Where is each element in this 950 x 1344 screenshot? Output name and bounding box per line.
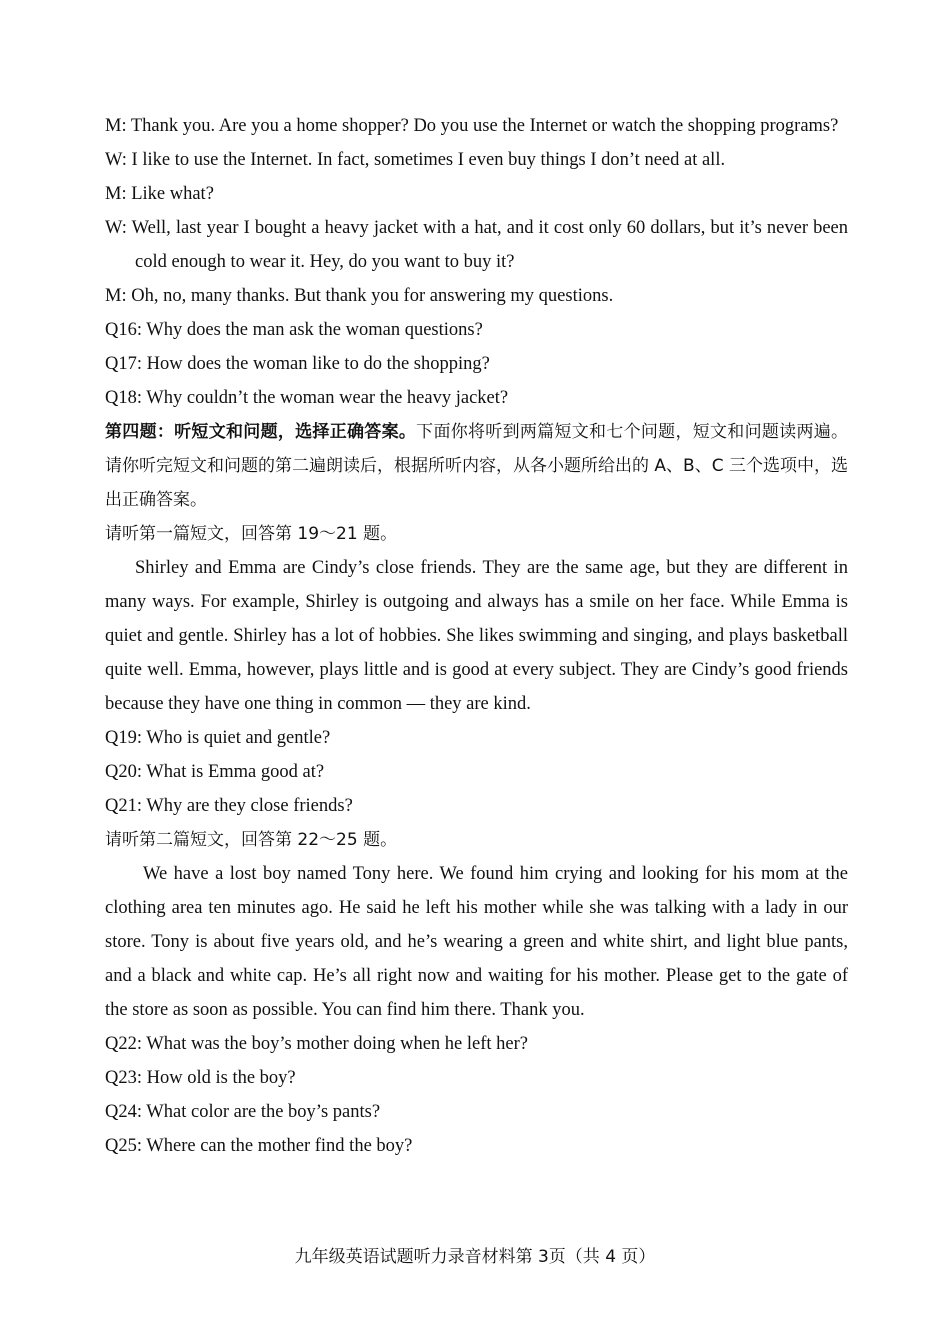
section-four-instructions	[105, 415, 848, 517]
question-line: Q25: Where can the mother find the boy?	[105, 1136, 413, 1156]
passage-two-prompt: 请听第二篇短文，回答第 22～25 题。	[105, 830, 398, 850]
passage-two-text: We have a lost boy named Tony here. We found him crying and looking for his mom at the clothing area ten minutes ago. He said he left his mother while she was talking with a lady in our store. Tony is about five years old, and he’s wearing a green and white shirt, and light blue pants, and a black and white cap. He’s all right now and waiting for his mother. Please get to the gate of the store as soon as possible. You can find him there. Thank you.	[105, 864, 848, 1020]
section-four-heading: 第四题：听短文和问题，选择正确答案。	[105, 422, 417, 442]
question-line: Q23: How old is the boy?	[105, 1068, 296, 1088]
passage-one-prompt: 请听第一篇短文，回答第 19～21 题。	[105, 524, 398, 544]
question-line: Q19: Who is quiet and gentle?	[105, 728, 331, 748]
question-line: Q17: How does the woman like to do the shopping?	[105, 354, 490, 374]
question-line: Q16: Why does the man ask the woman questions?	[105, 320, 483, 340]
page-footer: 九年级英语试题听力录音材料第 3页（共 4 页）	[294, 1247, 656, 1267]
document-body	[105, 109, 848, 1163]
dialogue-line: W: Well, last year I bought a heavy jacket with a hat, and it cost only 60 dollars, but it’s never been cold enough to wear it. Hey, do you want to buy it?	[105, 218, 848, 272]
question-line: Q21: Why are they close friends?	[105, 796, 353, 816]
question-line: Q20: What is Emma good at?	[105, 762, 325, 782]
dialogue-line: M: Thank you. Are you a home shopper? Do you use the Internet or watch the shopping programs?	[105, 116, 839, 136]
section-four-instruction-text: 下面你将听到两篇短文和七个问题，短文和问题读两遍。请你听完短文和问题的第二遍朗读后，根据所听内容，从各小题所给出的 A、B、C 三个选项中，选出正确答案。	[105, 422, 849, 510]
dialogue-line: W: I like to use the Internet. In fact, sometimes I even buy things I don’t need at all.	[105, 150, 726, 170]
passage-one-text: Shirley and Emma are Cindy’s close friends. They are the same age, but they are different in many ways. For example, Shirley is outgoing and always has a smile on her face. While Emma is quiet and gentle. Shirley has a lot of hobbies. She likes swimming and singing, and plays basketball quite well. Emma, however, plays little and is good at every subject. They are Cindy’s good friends because they have one thing in common — they are kind.	[105, 558, 848, 714]
question-line: Q18: Why couldn’t the woman wear the heavy jacket?	[105, 388, 509, 408]
dialogue-line: M: Like what?	[105, 184, 214, 204]
dialogue-line: M: Oh, no, many thanks. But thank you for answering my questions.	[105, 286, 614, 306]
question-line: Q24: What color are the boy’s pants?	[105, 1102, 381, 1122]
question-line: Q22: What was the boy’s mother doing when he left her?	[105, 1034, 528, 1054]
